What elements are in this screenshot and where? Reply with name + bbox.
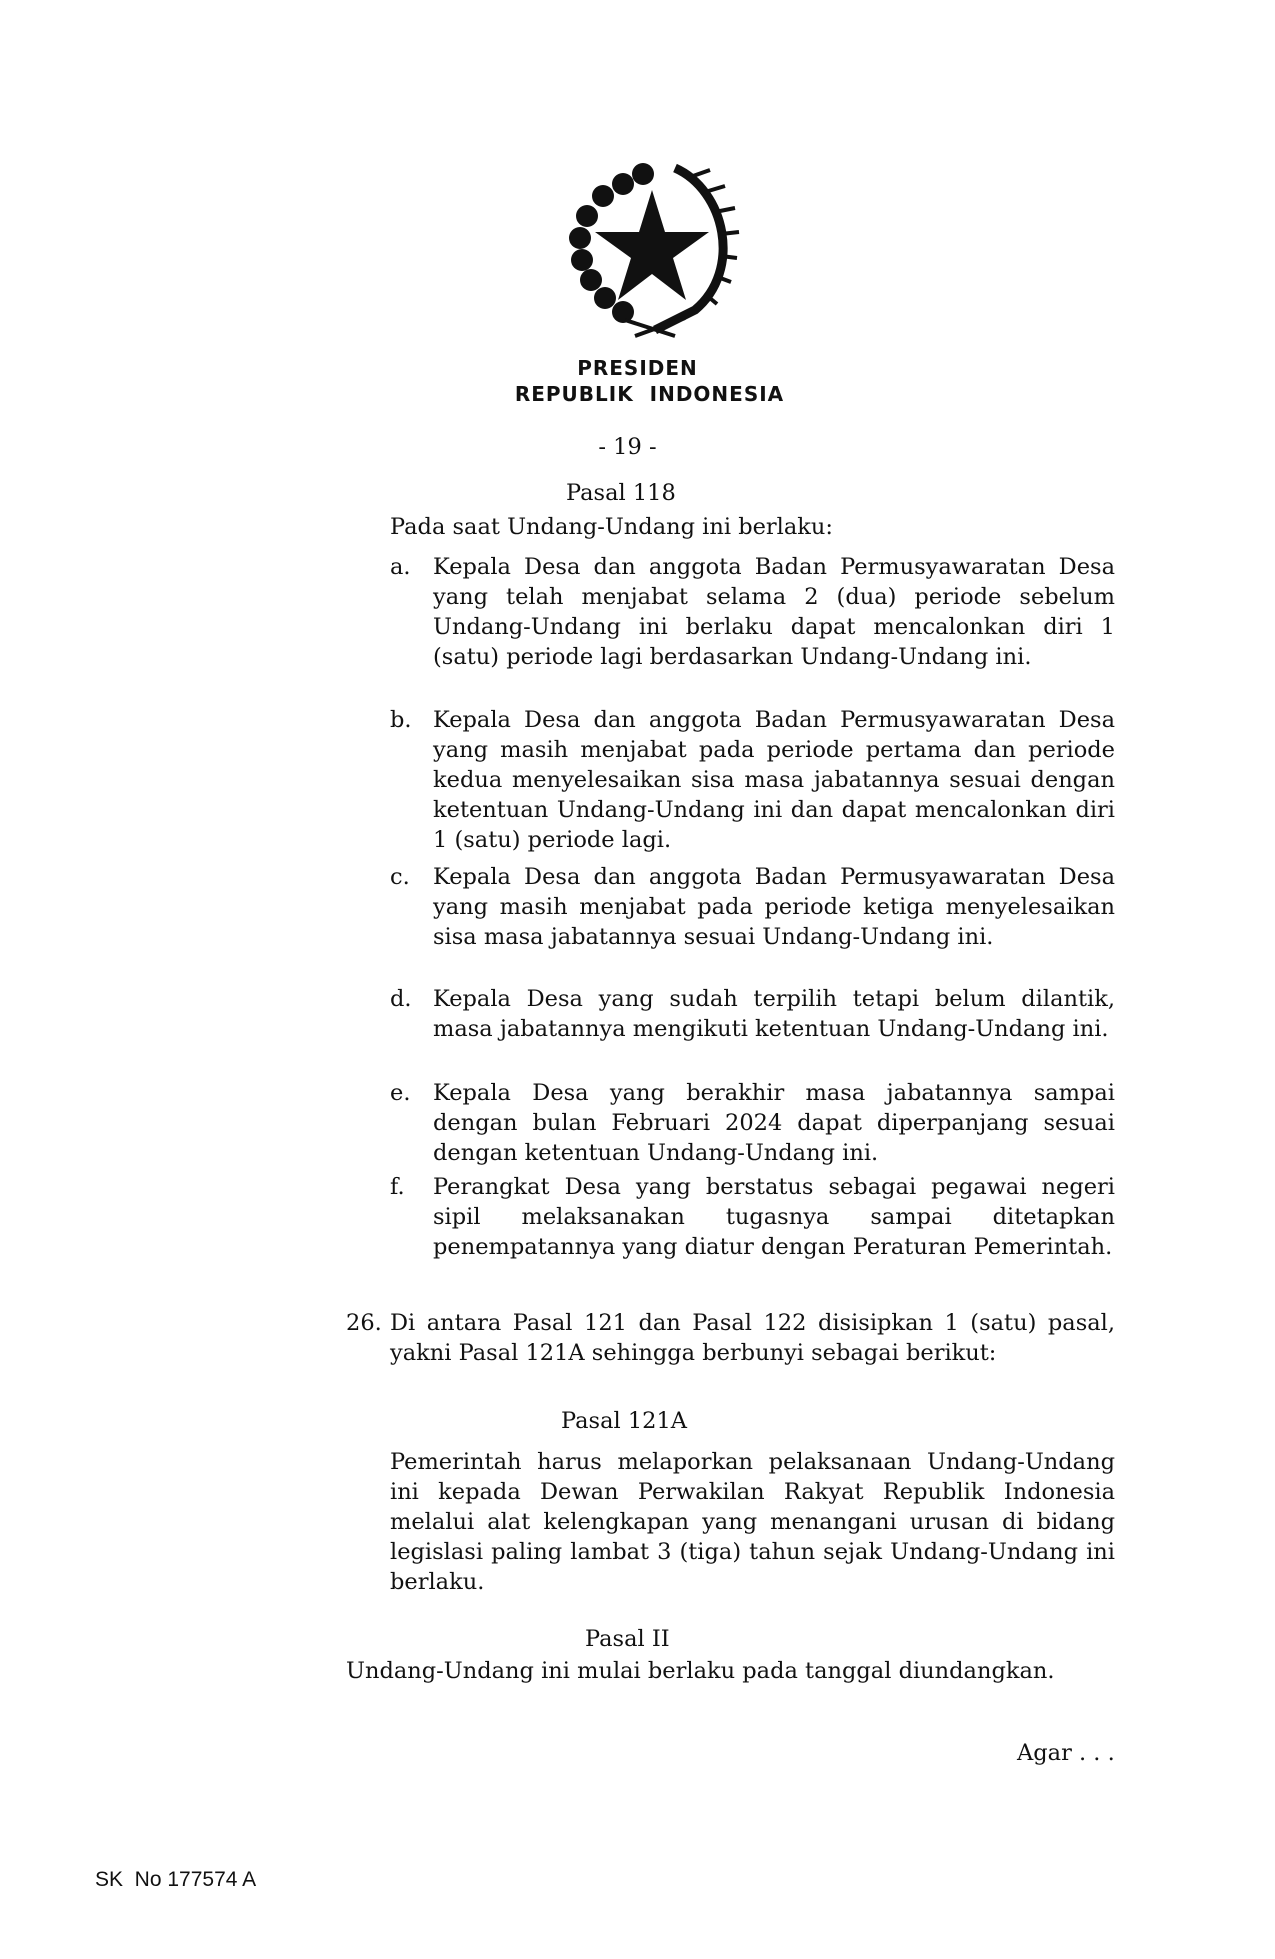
amendment-number: 26. — [346, 1310, 382, 1336]
amendment-text: Di antara Pasal 121 dan Pasal 122 disisipkan 1 (satu) pasal, yakni Pasal 121A sehingga berbunyi sebagai berikut: — [390, 1310, 1115, 1366]
pasal-118-title: Pasal 118 — [566, 480, 676, 506]
amendment-item-26 — [346, 1308, 1115, 1368]
list-item-text: Kepala Desa dan anggota Badan Permusyawaratan Desa yang masih menjabat pada periode ketiga menyelesaikan sisa masa jabatannya sesuai Undang-Undang ini. — [433, 864, 1115, 950]
presidential-seal-icon — [565, 160, 740, 338]
pasal-ii-title: Pasal II — [585, 1626, 670, 1652]
list-marker: b. — [390, 707, 412, 733]
list-item — [390, 705, 1115, 855]
list-marker: a. — [390, 554, 411, 580]
list-item — [390, 1172, 1115, 1262]
list-item — [390, 552, 1115, 672]
header-presiden: PRESIDEN — [577, 356, 698, 380]
pasal-121a-title: Pasal 121A — [561, 1408, 688, 1434]
pasal-118-intro: Pada saat Undang-Undang ini berlaku: — [390, 514, 833, 540]
list-marker: d. — [390, 986, 412, 1012]
pasal-ii-text: Undang-Undang ini mulai berlaku pada tanggal diundangkan. — [346, 1658, 1055, 1684]
page-number: - 19 - — [598, 434, 657, 460]
list-item-text: Kepala Desa dan anggota Badan Permusyawaratan Desa yang masih menjabat pada periode pertama dan periode kedua menyelesaikan sisa masa jabatannya sesuai dengan ketentuan Undang-Undang ini dan dapat mencalonkan diri 1 (satu) periode lagi. — [433, 707, 1115, 853]
list-item-text: Kepala Desa yang berakhir masa jabatannya sampai dengan bulan Februari 2024 dapat diperpanjang sesuai dengan ketentuan Undang-Undang ini. — [433, 1080, 1115, 1166]
pasal-121a-text: Pemerintah harus melaporkan pelaksanaan Undang-Undang ini kepada Dewan Perwakilan Rakyat Republik Indonesia melalui alat kelengkapan yang menangani urusan di bidang legislasi paling lambat 3 (tiga) tahun sejak Undang-Undang ini berlaku. — [390, 1449, 1115, 1595]
list-marker: e. — [390, 1080, 411, 1106]
list-item-text: Perangkat Desa yang berstatus sebagai pegawai negeri sipil melaksanakan tugasnya sampai ditetapkan penempatannya yang diatur dengan Peraturan Pemerintah. — [433, 1174, 1115, 1260]
list-marker: f. — [390, 1174, 405, 1200]
list-item — [390, 984, 1115, 1044]
list-marker: c. — [390, 864, 410, 890]
header-republik-indonesia: REPUBLIK INDONESIA — [514, 382, 785, 406]
list-item-text: Kepala Desa dan anggota Badan Permusyawaratan Desa yang telah menjabat selama 2 (dua) periode sebelum Undang-Undang ini berlaku dapat mencalonkan diri 1 (satu) periode lagi berdasarkan Undang-Undang ini. — [433, 554, 1115, 670]
list-item-text: Kepala Desa yang sudah terpilih tetapi belum dilantik, masa jabatannya mengikuti ketentuan Undang-Undang ini. — [433, 986, 1115, 1042]
continuation-text: Agar . . . — [1017, 1740, 1115, 1766]
list-item — [390, 862, 1115, 952]
list-item — [390, 1078, 1115, 1168]
sk-number: SK No 177574 A — [95, 1868, 257, 1891]
